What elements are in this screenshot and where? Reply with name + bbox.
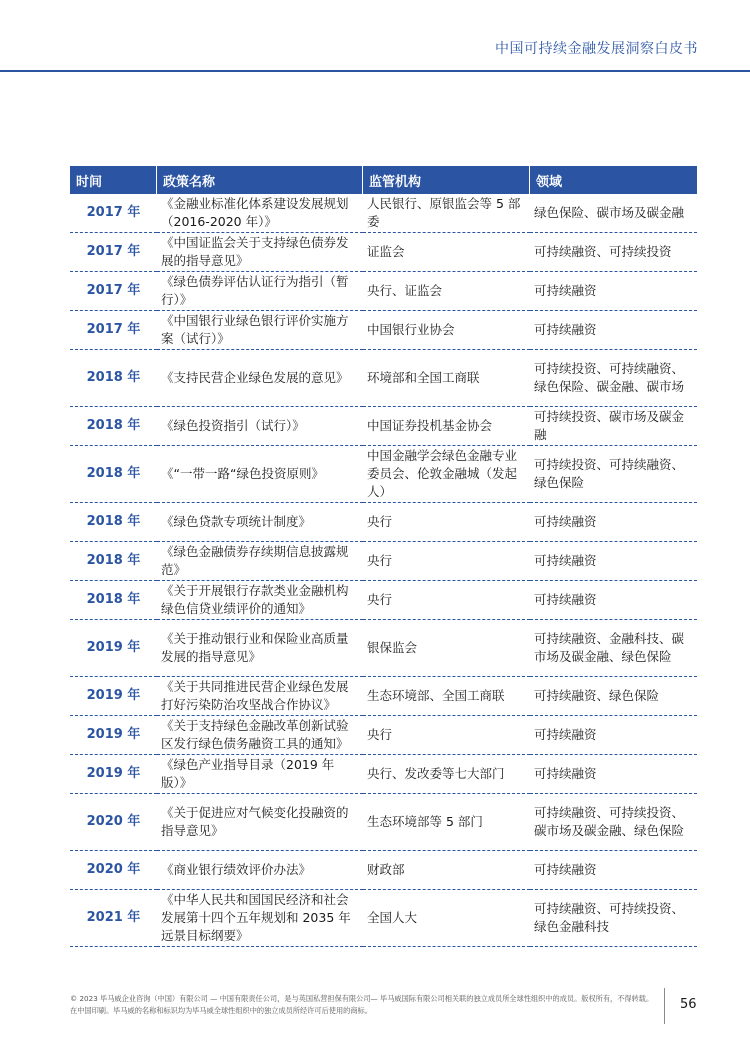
field-cell: 可持续融资、可持续投资、碳市场及碳金融、绿色保险 xyxy=(530,794,697,851)
year-cell: 2018 年 xyxy=(70,407,157,446)
field-cell: 可持续投资、碳市场及碳金融 xyxy=(530,407,697,446)
table-row xyxy=(70,446,697,503)
year-cell: 2017 年 xyxy=(70,272,157,311)
field-cell: 可持续融资 xyxy=(530,716,697,755)
year-cell: 2018 年 xyxy=(70,350,157,407)
table-row xyxy=(70,890,697,947)
table-header-row xyxy=(70,166,697,194)
year-cell: 2018 年 xyxy=(70,446,157,503)
field-cell: 可持续融资、可持续投资 xyxy=(530,233,697,272)
table-row xyxy=(70,350,697,407)
field-cell: 可持续融资 xyxy=(530,503,697,542)
policy-name-cell: 《中国证监会关于支持绿色债券发展的指导意见》 xyxy=(157,233,363,272)
year-cell: 2017 年 xyxy=(70,233,157,272)
field-cell: 可持续融资 xyxy=(530,311,697,350)
agency-cell: 生态环境部、全国工商联 xyxy=(363,677,530,716)
agency-cell: 中国证券投机基金协会 xyxy=(363,407,530,446)
table-row xyxy=(70,272,697,311)
table-row xyxy=(70,194,697,233)
year-cell: 2018 年 xyxy=(70,542,157,581)
policy-name-cell: 《绿色金融债券存续期信息披露规范》 xyxy=(157,542,363,581)
table-row xyxy=(70,407,697,446)
footer-divider xyxy=(664,988,665,1024)
year-cell: 2019 年 xyxy=(70,716,157,755)
policy-name-cell: 《关于推动银行业和保险业高质量发展的指导意见》 xyxy=(157,620,363,677)
footer-copyright: © 2023 毕马威企业咨询（中国）有限公司 — 中国有限责任公司，是与英国私营担保有限公司— 毕马威国际有限公司相关联的独立成员所全球性组织中的成员。版权所有，不得转载。在中国印刷。毕马威的名称和标识均为毕马威全球性组织中的独立成员所经许可后使用的商标。 xyxy=(70,994,654,1015)
policy-name-cell: 《关于促进应对气候变化投融资的指导意见》 xyxy=(157,794,363,851)
policy-name-cell: 《中国银行业绿色银行评价实施方案（试行）》 xyxy=(157,311,363,350)
table-row xyxy=(70,755,697,794)
policy-name-cell: 《支持民营企业绿色发展的意见》 xyxy=(157,350,363,407)
policy-name-cell: 《绿色投资指引（试行）》 xyxy=(157,407,363,446)
table-row xyxy=(70,794,697,851)
policy-name-cell: 《关于开展银行存款类业金融机构绿色信贷业绩评价的通知》 xyxy=(157,581,363,620)
year-cell: 2017 年 xyxy=(70,194,157,233)
field-cell: 可持续融资 xyxy=(530,272,697,311)
table-row xyxy=(70,581,697,620)
agency-cell: 银保监会 xyxy=(363,620,530,677)
agency-cell: 央行 xyxy=(363,716,530,755)
agency-cell: 央行 xyxy=(363,542,530,581)
policy-name-cell: 《中华人民共和国国民经济和社会发展第十四个五年规划和 2035 年远景目标纲要》 xyxy=(157,890,363,947)
agency-cell: 中国银行业协会 xyxy=(363,311,530,350)
agency-cell: 央行 xyxy=(363,503,530,542)
field-cell: 可持续融资、金融科技、碳市场及碳金融、绿色保险 xyxy=(530,620,697,677)
field-cell: 绿色保险、碳市场及碳金融 xyxy=(530,194,697,233)
header-divider xyxy=(0,70,750,72)
year-cell: 2019 年 xyxy=(70,677,157,716)
policy-name-cell: 《绿色贷款专项统计制度》 xyxy=(157,503,363,542)
table-row xyxy=(70,851,697,890)
table-row xyxy=(70,233,697,272)
field-cell: 可持续融资 xyxy=(530,581,697,620)
table-row xyxy=(70,677,697,716)
column-header-agency: 监管机构 xyxy=(363,166,530,194)
policy-name-cell: 《金融业标准化体系建设发展规划（2016-2020 年）》 xyxy=(157,194,363,233)
policy-name-cell: 《商业银行绩效评价办法》 xyxy=(157,851,363,890)
column-header-field: 领域 xyxy=(530,166,697,194)
agency-cell: 财政部 xyxy=(363,851,530,890)
year-cell: 2018 年 xyxy=(70,581,157,620)
agency-cell: 全国人大 xyxy=(363,890,530,947)
column-header-policy: 政策名称 xyxy=(157,166,363,194)
field-cell: 可持续融资、绿色保险 xyxy=(530,677,697,716)
field-cell: 可持续投资、可持续融资、绿色保险、碳金融、碳市场 xyxy=(530,350,697,407)
year-cell: 2021 年 xyxy=(70,890,157,947)
agency-cell: 生态环境部等 5 部门 xyxy=(363,794,530,851)
policy-name-cell: 《绿色债券评估认证行为指引（暂行）》 xyxy=(157,272,363,311)
policy-table xyxy=(70,166,697,947)
year-cell: 2018 年 xyxy=(70,503,157,542)
table-row xyxy=(70,311,697,350)
agency-cell: 中国金融学会绿色金融专业委员会、伦敦金融城（发起人） xyxy=(363,446,530,503)
field-cell: 可持续融资、可持续投资、绿色金融科技 xyxy=(530,890,697,947)
page-number: 56 xyxy=(680,997,697,1012)
document-title: 中国可持续金融发展洞察白皮书 xyxy=(495,41,698,57)
agency-cell: 央行、证监会 xyxy=(363,272,530,311)
field-cell: 可持续投资、可持续融资、绿色保险 xyxy=(530,446,697,503)
field-cell: 可持续融资 xyxy=(530,851,697,890)
year-cell: 2020 年 xyxy=(70,851,157,890)
agency-cell: 证监会 xyxy=(363,233,530,272)
table-row xyxy=(70,620,697,677)
field-cell: 可持续融资 xyxy=(530,542,697,581)
policy-name-cell: 《“一带一路“绿色投资原则》 xyxy=(157,446,363,503)
agency-cell: 央行 xyxy=(363,581,530,620)
policy-name-cell: 《关于共同推进民营企业绿色发展打好污染防治攻坚战合作协议》 xyxy=(157,677,363,716)
policy-name-cell: 《绿色产业指导目录（2019 年版）》 xyxy=(157,755,363,794)
table-row xyxy=(70,503,697,542)
year-cell: 2019 年 xyxy=(70,620,157,677)
agency-cell: 环境部和全国工商联 xyxy=(363,350,530,407)
policy-table-body xyxy=(70,194,697,947)
year-cell: 2020 年 xyxy=(70,794,157,851)
year-cell: 2017 年 xyxy=(70,311,157,350)
agency-cell: 人民银行、原银监会等 5 部委 xyxy=(363,194,530,233)
field-cell: 可持续融资 xyxy=(530,755,697,794)
column-header-time: 时间 xyxy=(70,166,157,194)
agency-cell: 央行、发改委等七大部门 xyxy=(363,755,530,794)
policy-name-cell: 《关于支持绿色金融改革创新试验区发行绿色债务融资工具的通知》 xyxy=(157,716,363,755)
year-cell: 2019 年 xyxy=(70,755,157,794)
table-row xyxy=(70,542,697,581)
table-row xyxy=(70,716,697,755)
